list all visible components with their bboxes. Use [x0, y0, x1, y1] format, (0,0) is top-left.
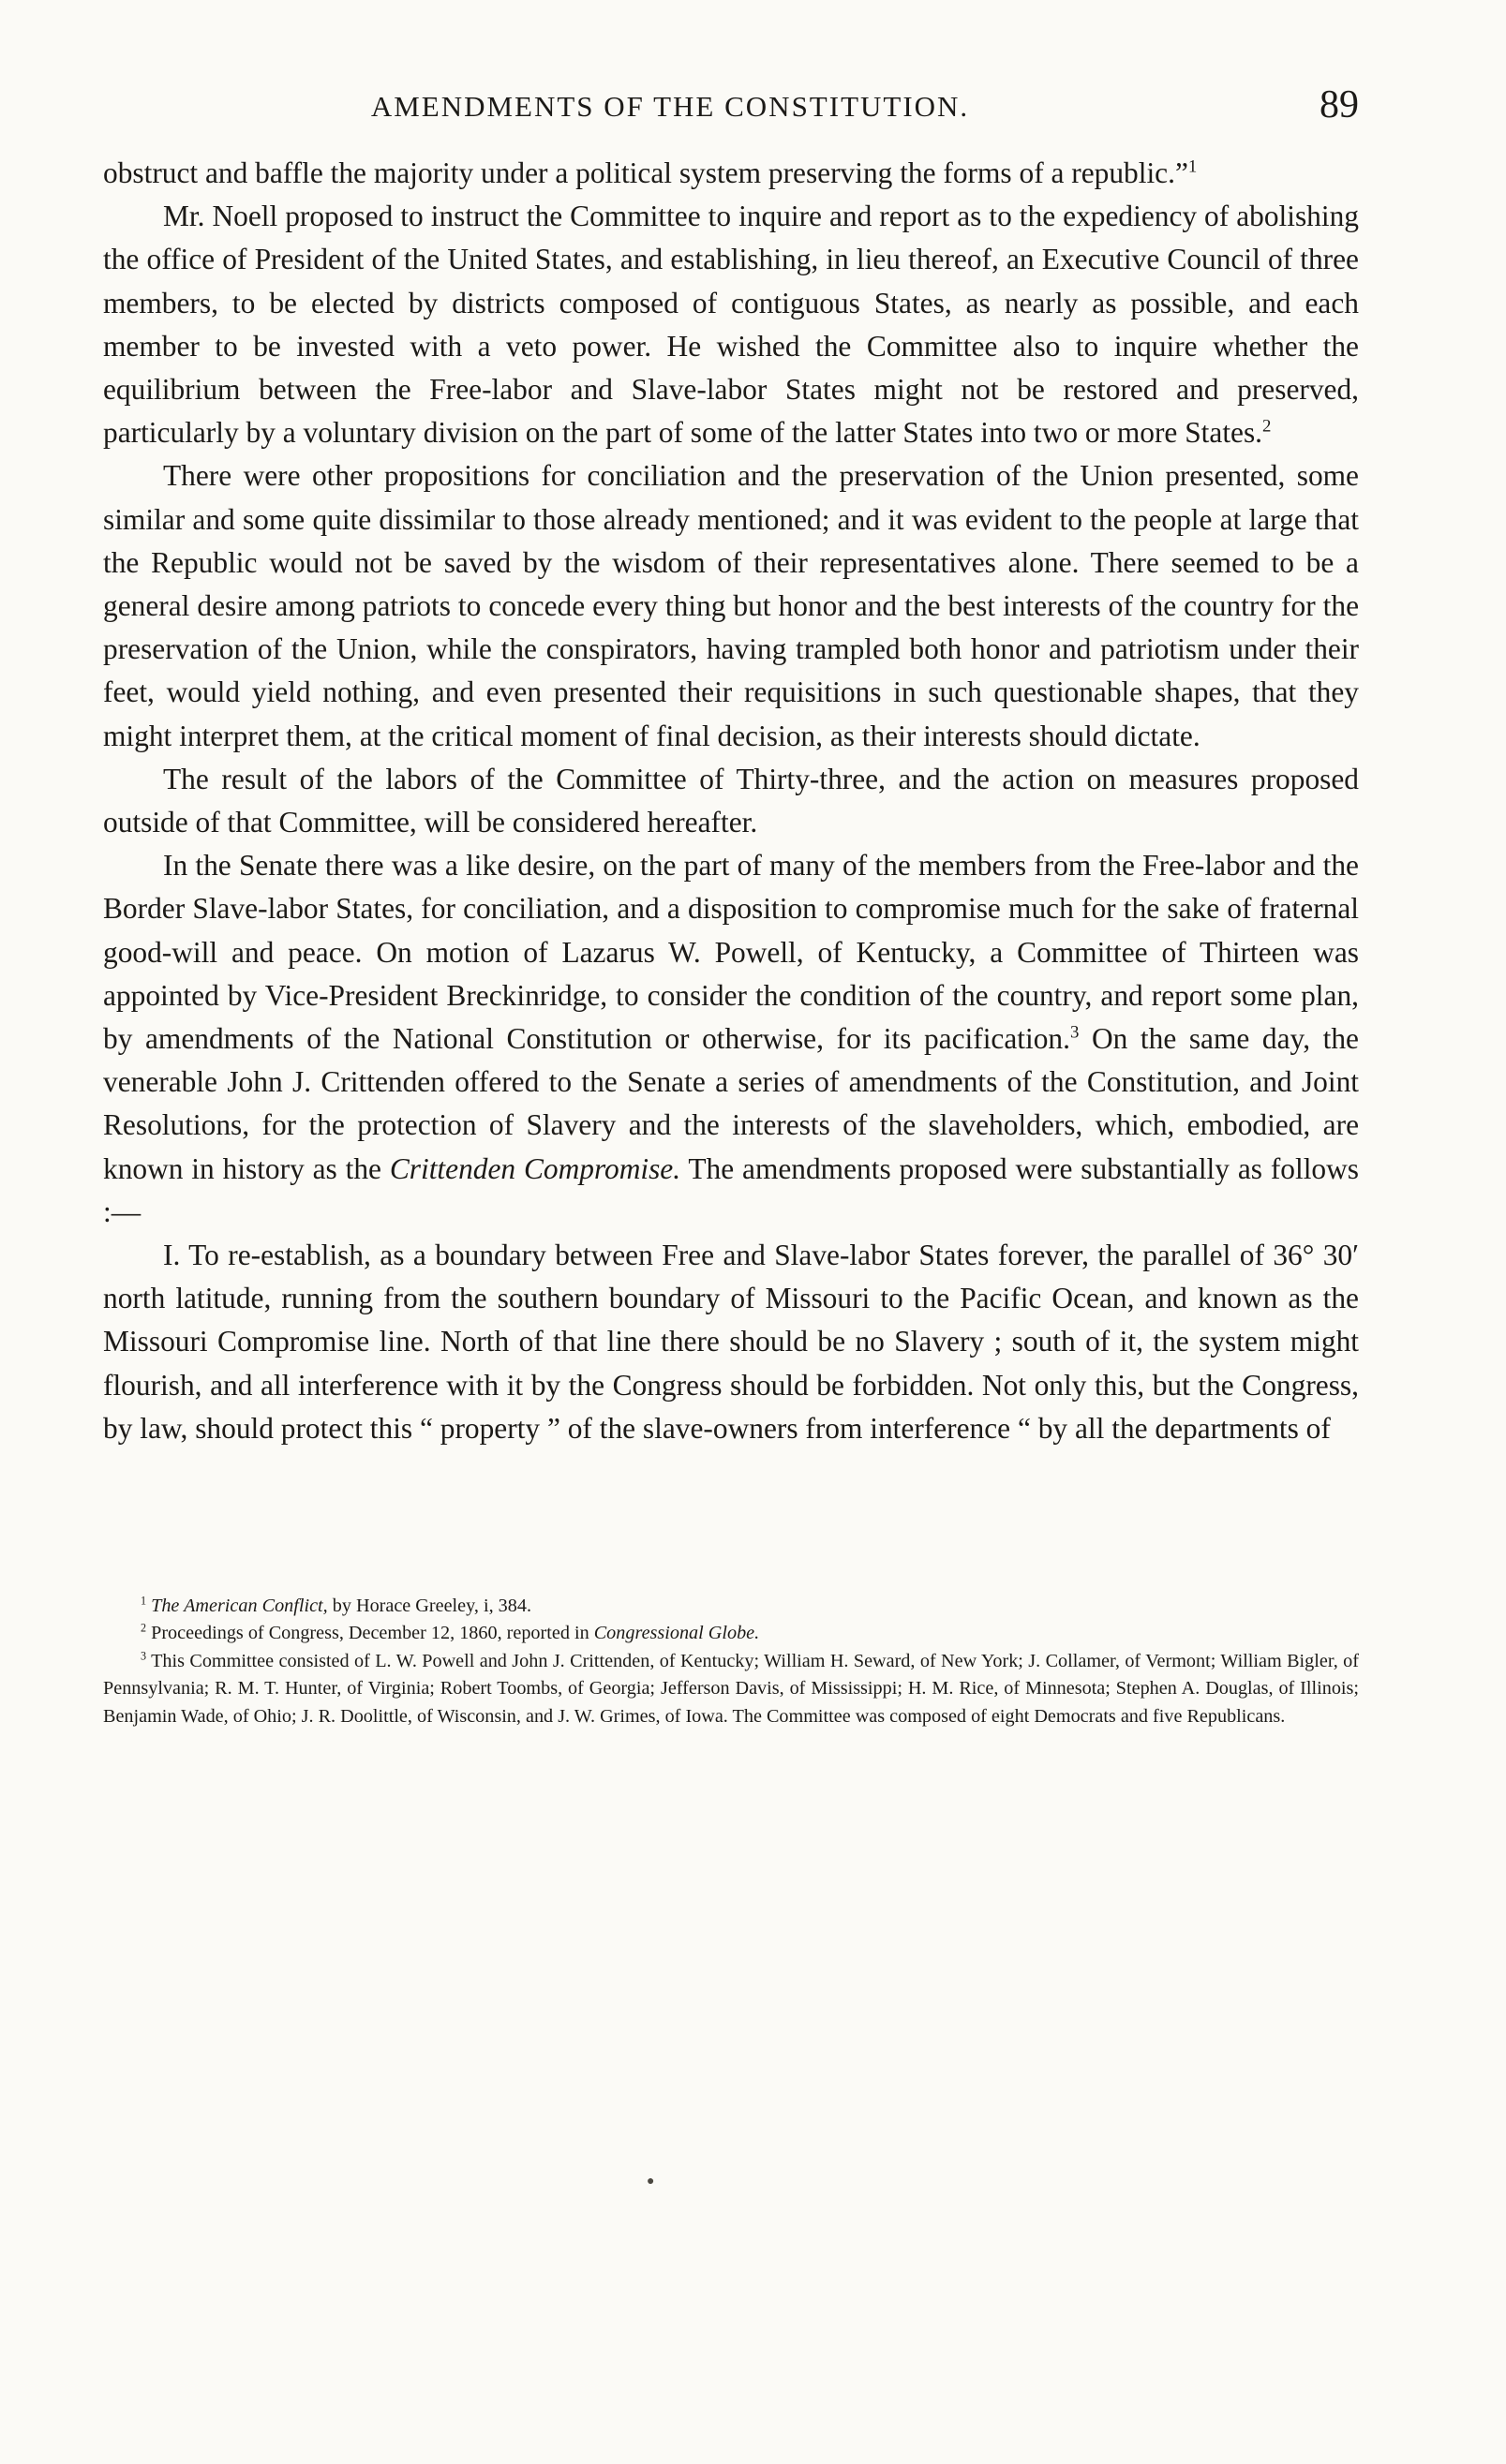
page-number: 89 [1320, 83, 1359, 126]
paragraph-2 [103, 195, 1359, 454]
footnote-3-text: This Committee consisted of L. W. Powell and John J. Crittenden, of Kentucky; William H. Seward, of New York; J. Collamer, of Vermont; William Bigler, of Pennsylvania; R. M. T. Hunter, of Virginia; Robert Toombs, of Georgia; Jefferson Davis, of Mississippi; H. M. Rice, of Minnesota; Stephen A. Douglas, of Illinois; Benjamin Wade, of Ohio; J. R. Doolittle, of Wisconsin, and J. W. Grimes, of Iowa. The Committee was composed of eight Democrats and five Republicans. [103, 1650, 1359, 1727]
page-header [103, 83, 1359, 135]
paragraph-5-text-a: In the Senate there was a like desire, on the part of many of the members from the Free-labor and the Border Slave-labor States, for conciliation, and a disposition to compromise much for the sake of fraternal good-will and peace. On motion of Lazarus W. Powell, of Kentucky, a Committee of Thirteen was appointed by Vice-President Breckinridge, to consider the condition of the country, and report some plan, by amendments of the National Constitution or otherwise, for its pacification. [103, 849, 1359, 1056]
running-title: AMENDMENTS OF THE CONSTITUTION. [370, 90, 970, 123]
footnote-ref-3: 3 [1069, 1022, 1080, 1043]
body-text [103, 152, 1359, 1450]
paragraph-6: I. To re-establish, as a boundary between Free and Slave-labor States forever, the parallel of 36° 30′ north latitude, running from the southern boundary of Missouri to the Pacific Ocean, and known as the Missouri Compromise line. North of that line there should be no Slavery ; south of it, the system might flourish, and all interference with it by the Congress should be forbidden. Not only this, but the Congress, by law, should protect this “ property ” of the slave-owners from interference “ by all the departments of [103, 1239, 1359, 1445]
paragraph-5-text-b: On the same day, the venerable John J. Crittenden offered to the Senate a series of amendments of the Constitution, and Joint Resolutions, for the protection of Slavery and the interests of the slaveholders, which, embodied, are known in history as the [103, 1022, 1359, 1185]
paragraph-2-text: Mr. Noell proposed to instruct the Committee to inquire and report as to the expediency of abolishing the office of President of the United States, and establishing, in lieu thereof, an Executive Council of three members, to be elected by districts composed of contiguous States, as nearly as possible, and each member to be invested with a veto power. He wished the Committee also to inquire whether the equilibrium between the Free-labor and Slave-labor States might not be restored and preserved, particularly by a voluntary division on the part of some of the latter States into two or more States. [103, 200, 1359, 450]
footnote-3 [103, 1648, 1359, 1730]
footnote-1-text: by Horace Greeley, i, 384. [327, 1596, 532, 1616]
printer-mark-dot: ● [647, 2175, 655, 2189]
paragraph-5-text-c: The amendments proposed were substantially as follows :— [103, 1151, 1359, 1228]
footnote-1-title: The American Conflict, [151, 1596, 328, 1616]
footnote-ref-2: 2 [1262, 416, 1272, 437]
crittenden-compromise-italic: Crittenden Compromise. [389, 1151, 681, 1185]
paragraph-3: There were other propositions for conciliation and the preservation of the Union presented, some similar and some quite dissimilar to those already mentioned; and it was evident to the people at large that the Republic would not be saved by the wisdom of their representatives alone. There seemed to be a general desire among patriots to concede every thing but honor and the best interests of the country for the preservation of the Union, while the conspirators, having trampled both honor and patriotism under their feet, would yield nothing, and even presented their requisitions in such questionable shapes, that they might interpret them, at the critical moment of final decision, as their interests should dictate. [103, 459, 1359, 752]
footnote-1-number: 1 [141, 1594, 147, 1608]
footnote-3-number: 3 [141, 1649, 147, 1663]
footnote-1 [103, 1593, 1359, 1620]
footnotes [103, 1593, 1359, 1730]
footnote-2-number: 2 [141, 1621, 147, 1635]
paragraph-1-text: obstruct and baffle the majority under a political system preserving the forms of a republic.” [103, 156, 1188, 189]
footnote-2-title: Congressional Globe. [593, 1623, 760, 1644]
footnote-2-text: Proceedings of Congress, December 12, 1860, reported in [146, 1623, 594, 1644]
footnote-2 [103, 1620, 1359, 1647]
book-page [103, 83, 1359, 1450]
paragraph-4: The result of the labors of the Committee of Thirty-three, and the action on measures proposed outside of that Committee, will be considered hereafter. [103, 762, 1359, 839]
paragraph-5 [103, 844, 1359, 1234]
footnote-ref-1: 1 [1187, 156, 1198, 177]
paragraph-1 [103, 152, 1359, 195]
